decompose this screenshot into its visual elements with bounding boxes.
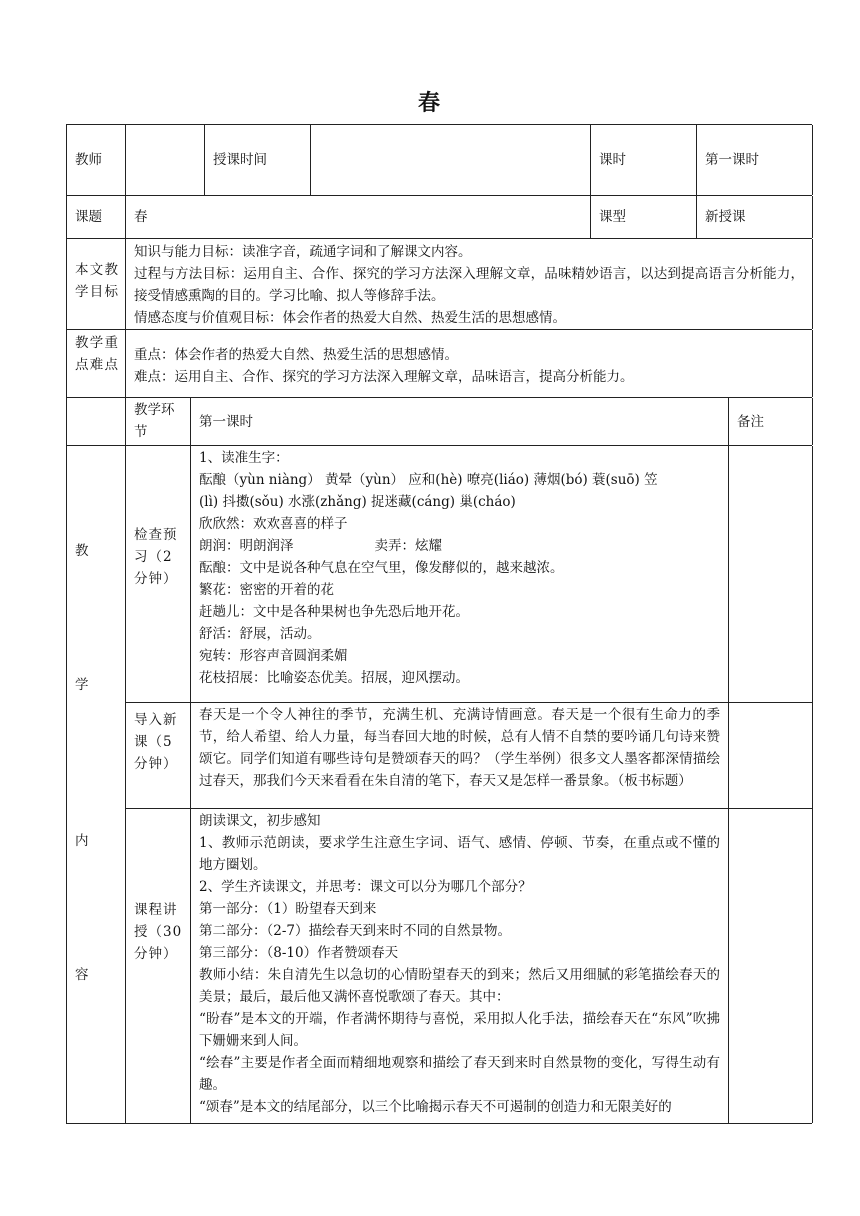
lecture-paragraph: 第二部分：（2-7）描绘春天到来时不同的自然景物。 xyxy=(199,923,511,939)
stage-contents xyxy=(191,446,729,1123)
period-label: 课时 xyxy=(591,125,697,195)
teacher-label: 教师 xyxy=(67,125,126,195)
introduction-text: 春天是一个令人神往的季节，充满生机、充满诗情画意。春天是一个很有生命力的季节，给人希望、给人力量，每当春回大地的时候，总有人情不自禁的要吟诵几句诗来赞颂它。同学们知道有哪些诗句是赞颂春天的吗？（学生举例）很多文人墨客都深情描绘过春天，那我们今天来看看在朱自清的笔下，春天又是怎样一番景象。（板书标题） xyxy=(199,707,720,789)
preview-line: (lì) 抖擞(sǒu) 水涨(zhǎng) 捉迷藏(cáng) 巢(cháo) xyxy=(199,494,516,510)
stage-name: 导入新课（5分钟） xyxy=(134,712,178,772)
type-label: 课型 xyxy=(591,196,697,238)
header-row-1 xyxy=(66,124,812,195)
preview-line: 酝酿（yùn niàng） 黄晕（yùn） 应和(hè) 嘹亮(liáo) 薄烟(bó) 蓑(suō) 笠 xyxy=(199,472,658,488)
lecture-paragraph: “绘春”主要是作者全面而精细地观察和描绘了春天到来时自然景物的变化，写得生动有趣。 xyxy=(199,1055,720,1093)
preview-line: 赶趟儿：文中是各种果树也争先恐后地开花。 xyxy=(199,604,469,620)
goals-row xyxy=(66,238,812,329)
lecture-paragraph: “颂春”是本文的结尾部分，以三个比喻揭示春天不可遏制的创造力和无限美好的 xyxy=(199,1099,672,1115)
notes-header: 备注 xyxy=(729,398,813,445)
preview-line: 宛转：形容声音圆润柔媚 xyxy=(199,648,348,664)
period-header: 第一课时 xyxy=(191,398,729,445)
header-row-2 xyxy=(66,195,812,238)
lecture-content xyxy=(191,808,728,1125)
lecture-paragraph: “盼春”是本文的开端，作者满怀期待与喜悦，采用拟人化手法，描绘春天在“东风”吹拂下姗姗来到人间。 xyxy=(199,1011,720,1049)
introduction-content xyxy=(191,702,728,810)
lecture-paragraph: 教师小结：朱自清先生以急切的心情盼望春天的到来；然后又用细腻的彩笔描绘春天的美景；最后，最后他又满怀喜悦歌颂了春天。其中： xyxy=(199,967,720,1005)
keypoint-line: 重点：体会作者的热爱大自然、热爱生活的思想感情。 xyxy=(134,347,458,363)
preview-line: 繁花：密密的开着的花 xyxy=(199,582,334,598)
time-value xyxy=(311,125,591,195)
teacher-value xyxy=(126,125,205,195)
stage-introduction xyxy=(126,702,190,809)
goal-line: 知识与能力目标：读准字音，疏通字词和了解课文内容。 xyxy=(134,244,472,260)
stage-check-preview xyxy=(126,446,190,702)
topic-label: 课题 xyxy=(67,196,126,238)
type-value: 新授课 xyxy=(697,196,813,238)
period-value: 第一课时 xyxy=(697,125,813,195)
lecture-paragraph: 1、教师示范朗读，要求学生注意生字词、语气、感情、停顿、节奏，在重点或不懂的地方圈划。 xyxy=(199,835,720,873)
content-label-char: 容 xyxy=(75,967,89,983)
section-header-blank xyxy=(67,398,126,445)
preview-line: 朗润：明朗润泽 卖弄：炫耀 xyxy=(199,538,442,554)
stage-names xyxy=(126,446,191,1123)
keypoint-line: 难点：运用自主、合作、探究的学习方法深入理解文章，品味语言，提高分析能力。 xyxy=(134,369,634,385)
goals-label: 本文教学目标 xyxy=(67,239,126,329)
preview-line: 花枝招展：比喻姿态优美。招展，迎风摆动。 xyxy=(199,670,469,686)
content-label-char: 教 xyxy=(75,543,89,559)
preview-line: 舒活：舒展，活动。 xyxy=(199,626,321,642)
lecture-paragraph: 2、学生齐读课文，并思考：课文可以分为哪几个部分？ xyxy=(199,879,532,895)
stage-lecture xyxy=(126,808,190,1124)
goal-line: 过程与方法目标：运用自主、合作、探究的学习方法深入理解文章，品味精妙语言，以达到提高语言分析能力，接受情感熏陶的目的。学习比喻、拟人等修辞手法。 xyxy=(134,266,804,304)
lecture-paragraph: 第三部分：（8-10）作者赞颂春天 xyxy=(199,945,399,961)
topic-value: 春 xyxy=(126,196,591,238)
notes-cell xyxy=(729,446,812,702)
notes-cell xyxy=(729,702,812,809)
stage-name: 课程讲授（30分钟） xyxy=(134,902,183,962)
lesson-plan-table xyxy=(66,124,812,1124)
lecture-paragraph: 第一部分：（1）盼望春天到来 xyxy=(199,901,377,917)
notes-column xyxy=(729,446,813,1123)
preview-line: 1、读准生字： xyxy=(199,450,289,466)
preview-line: 酝酿：文中是说各种气息在空气里，像发酵似的，越来越浓。 xyxy=(199,560,564,576)
content-label xyxy=(67,446,126,1123)
stage-name: 检查预习（2分钟） xyxy=(134,527,178,587)
keypoints-row xyxy=(66,329,812,397)
content-row xyxy=(66,445,812,1124)
content-label-char: 内 xyxy=(75,833,89,849)
content-label-char: 学 xyxy=(75,677,89,693)
keypoints-content xyxy=(126,330,813,397)
notes-cell xyxy=(729,808,812,1124)
lecture-paragraph: 朗读课文，初步感知 xyxy=(199,813,321,829)
preview-line: 欣欣然：欢欢喜喜的样子 xyxy=(199,516,348,532)
page-title: 春 xyxy=(417,90,442,116)
section-header-row xyxy=(66,397,812,445)
preview-content xyxy=(191,446,728,703)
goal-line: 情感态度与价值观目标：体会作者的热爱大自然、热爱生活的思想感情。 xyxy=(134,310,566,326)
keypoints-label: 教学重点难点 xyxy=(67,330,126,397)
goals-content xyxy=(126,239,813,329)
stage-label: 教学环节 xyxy=(126,398,191,445)
time-label: 授课时间 xyxy=(205,125,311,195)
